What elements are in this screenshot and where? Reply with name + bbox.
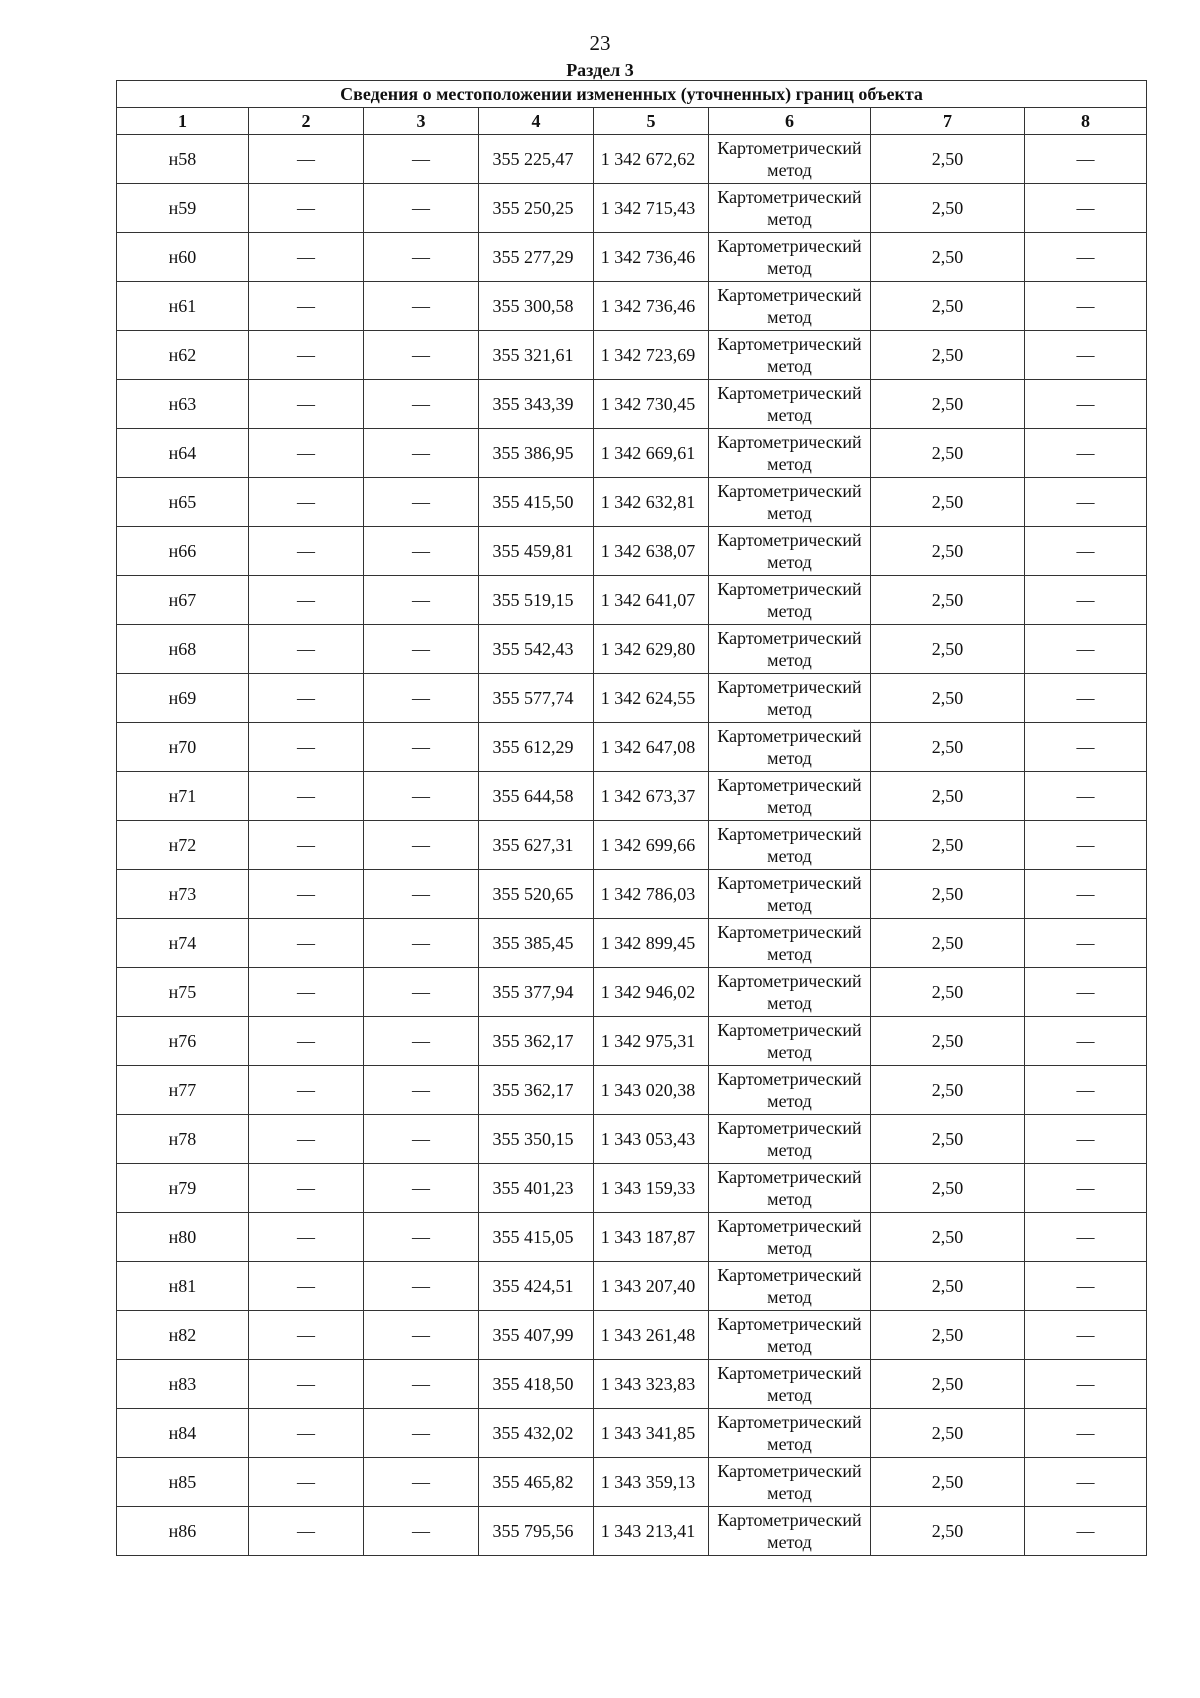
- precision-cell: 2,50: [871, 282, 1025, 331]
- column-2-cell: —: [249, 527, 364, 576]
- y-coordinate-cell: 1 342 647,08: [594, 723, 709, 772]
- x-coordinate-cell: 355 415,05: [479, 1213, 594, 1262]
- point-name-cell: н58: [117, 135, 249, 184]
- column-number-3: 3: [364, 108, 479, 135]
- column-8-cell: —: [1025, 1311, 1147, 1360]
- table-row: [117, 1507, 1147, 1556]
- column-3-cell: —: [364, 968, 479, 1017]
- precision-cell: 2,50: [871, 1409, 1025, 1458]
- column-3-cell: —: [364, 135, 479, 184]
- column-3-cell: —: [364, 674, 479, 723]
- point-name-cell: н74: [117, 919, 249, 968]
- table-row: [117, 331, 1147, 380]
- y-coordinate-cell: 1 343 213,41: [594, 1507, 709, 1556]
- table-row: [117, 772, 1147, 821]
- column-2-cell: —: [249, 674, 364, 723]
- column-number-6: 6: [709, 108, 871, 135]
- y-coordinate-cell: 1 342 786,03: [594, 870, 709, 919]
- x-coordinate-cell: 355 385,45: [479, 919, 594, 968]
- method-cell: Картометрический метод: [709, 233, 871, 282]
- column-2-cell: —: [249, 723, 364, 772]
- column-2-cell: —: [249, 576, 364, 625]
- x-coordinate-cell: 355 644,58: [479, 772, 594, 821]
- precision-cell: 2,50: [871, 527, 1025, 576]
- column-3-cell: —: [364, 625, 479, 674]
- table-row: [117, 380, 1147, 429]
- method-cell: Картометрический метод: [709, 1164, 871, 1213]
- column-number-7: 7: [871, 108, 1025, 135]
- point-name-cell: н75: [117, 968, 249, 1017]
- y-coordinate-cell: 1 342 975,31: [594, 1017, 709, 1066]
- y-coordinate-cell: 1 343 359,13: [594, 1458, 709, 1507]
- x-coordinate-cell: 355 377,94: [479, 968, 594, 1017]
- point-name-cell: н59: [117, 184, 249, 233]
- column-8-cell: —: [1025, 1409, 1147, 1458]
- method-cell: Картометрический метод: [709, 135, 871, 184]
- column-2-cell: —: [249, 1164, 364, 1213]
- precision-cell: 2,50: [871, 478, 1025, 527]
- column-8-cell: —: [1025, 968, 1147, 1017]
- column-2-cell: —: [249, 184, 364, 233]
- column-8-cell: —: [1025, 674, 1147, 723]
- column-8-cell: —: [1025, 1262, 1147, 1311]
- y-coordinate-cell: 1 343 323,83: [594, 1360, 709, 1409]
- column-2-cell: —: [249, 968, 364, 1017]
- y-coordinate-cell: 1 342 641,07: [594, 576, 709, 625]
- precision-cell: 2,50: [871, 233, 1025, 282]
- column-8-cell: —: [1025, 1066, 1147, 1115]
- column-3-cell: —: [364, 576, 479, 625]
- x-coordinate-cell: 355 520,65: [479, 870, 594, 919]
- x-coordinate-cell: 355 519,15: [479, 576, 594, 625]
- method-cell: Картометрический метод: [709, 478, 871, 527]
- y-coordinate-cell: 1 342 632,81: [594, 478, 709, 527]
- table-row: [117, 1066, 1147, 1115]
- y-coordinate-cell: 1 342 715,43: [594, 184, 709, 233]
- method-cell: Картометрический метод: [709, 527, 871, 576]
- y-coordinate-cell: 1 343 187,87: [594, 1213, 709, 1262]
- table-row: [117, 723, 1147, 772]
- column-8-cell: —: [1025, 772, 1147, 821]
- column-8-cell: —: [1025, 1213, 1147, 1262]
- column-8-cell: —: [1025, 870, 1147, 919]
- x-coordinate-cell: 355 321,61: [479, 331, 594, 380]
- table-row: [117, 135, 1147, 184]
- precision-cell: 2,50: [871, 135, 1025, 184]
- column-2-cell: —: [249, 1360, 364, 1409]
- column-2-cell: —: [249, 1311, 364, 1360]
- precision-cell: 2,50: [871, 674, 1025, 723]
- x-coordinate-cell: 355 465,82: [479, 1458, 594, 1507]
- point-name-cell: н65: [117, 478, 249, 527]
- column-3-cell: —: [364, 1458, 479, 1507]
- method-cell: Картометрический метод: [709, 1115, 871, 1164]
- column-3-cell: —: [364, 1066, 479, 1115]
- column-3-cell: —: [364, 919, 479, 968]
- method-cell: Картометрический метод: [709, 1017, 871, 1066]
- column-3-cell: —: [364, 184, 479, 233]
- method-cell: Картометрический метод: [709, 1458, 871, 1507]
- column-number-4: 4: [479, 108, 594, 135]
- column-8-cell: —: [1025, 1507, 1147, 1556]
- precision-cell: 2,50: [871, 1507, 1025, 1556]
- precision-cell: 2,50: [871, 625, 1025, 674]
- x-coordinate-cell: 355 612,29: [479, 723, 594, 772]
- y-coordinate-cell: 1 342 899,45: [594, 919, 709, 968]
- y-coordinate-cell: 1 342 638,07: [594, 527, 709, 576]
- point-name-cell: н69: [117, 674, 249, 723]
- point-name-cell: н61: [117, 282, 249, 331]
- x-coordinate-cell: 355 225,47: [479, 135, 594, 184]
- y-coordinate-cell: 1 343 053,43: [594, 1115, 709, 1164]
- column-8-cell: —: [1025, 723, 1147, 772]
- method-cell: Картометрический метод: [709, 870, 871, 919]
- coordinates-table: [116, 80, 1147, 1556]
- page-number: 23: [589, 31, 611, 55]
- x-coordinate-cell: 355 415,50: [479, 478, 594, 527]
- precision-cell: 2,50: [871, 772, 1025, 821]
- x-coordinate-cell: 355 350,15: [479, 1115, 594, 1164]
- point-name-cell: н67: [117, 576, 249, 625]
- column-2-cell: —: [249, 1409, 364, 1458]
- precision-cell: 2,50: [871, 184, 1025, 233]
- point-name-cell: н66: [117, 527, 249, 576]
- column-3-cell: —: [364, 1507, 479, 1556]
- column-3-cell: —: [364, 1213, 479, 1262]
- table-row: [117, 1311, 1147, 1360]
- column-8-cell: —: [1025, 1360, 1147, 1409]
- method-cell: Картометрический метод: [709, 576, 871, 625]
- column-2-cell: —: [249, 1262, 364, 1311]
- table-body: [117, 135, 1147, 1556]
- x-coordinate-cell: 355 459,81: [479, 527, 594, 576]
- table-row: [117, 233, 1147, 282]
- method-cell: Картометрический метод: [709, 1311, 871, 1360]
- x-coordinate-cell: 355 577,74: [479, 674, 594, 723]
- point-name-cell: н79: [117, 1164, 249, 1213]
- column-2-cell: —: [249, 331, 364, 380]
- column-2-cell: —: [249, 135, 364, 184]
- table-row: [117, 919, 1147, 968]
- table-row: [117, 1262, 1147, 1311]
- column-2-cell: —: [249, 625, 364, 674]
- table-row: [117, 1213, 1147, 1262]
- point-name-cell: н86: [117, 1507, 249, 1556]
- column-3-cell: —: [364, 1017, 479, 1066]
- table-row: [117, 870, 1147, 919]
- precision-cell: 2,50: [871, 870, 1025, 919]
- precision-cell: 2,50: [871, 429, 1025, 478]
- x-coordinate-cell: 355 407,99: [479, 1311, 594, 1360]
- table-row: [117, 576, 1147, 625]
- column-3-cell: —: [364, 1164, 479, 1213]
- point-name-cell: н80: [117, 1213, 249, 1262]
- precision-cell: 2,50: [871, 1213, 1025, 1262]
- point-name-cell: н63: [117, 380, 249, 429]
- point-name-cell: н81: [117, 1262, 249, 1311]
- table-row: [117, 821, 1147, 870]
- x-coordinate-cell: 355 627,31: [479, 821, 594, 870]
- point-name-cell: н82: [117, 1311, 249, 1360]
- column-8-cell: —: [1025, 1458, 1147, 1507]
- column-8-cell: —: [1025, 282, 1147, 331]
- precision-cell: 2,50: [871, 1458, 1025, 1507]
- precision-cell: 2,50: [871, 919, 1025, 968]
- x-coordinate-cell: 355 432,02: [479, 1409, 594, 1458]
- column-2-cell: —: [249, 919, 364, 968]
- method-cell: Картометрический метод: [709, 723, 871, 772]
- column-3-cell: —: [364, 772, 479, 821]
- y-coordinate-cell: 1 342 946,02: [594, 968, 709, 1017]
- column-number-1: 1: [117, 108, 249, 135]
- y-coordinate-cell: 1 342 730,45: [594, 380, 709, 429]
- method-cell: Картометрический метод: [709, 919, 871, 968]
- column-8-cell: —: [1025, 919, 1147, 968]
- precision-cell: 2,50: [871, 1164, 1025, 1213]
- y-coordinate-cell: 1 343 020,38: [594, 1066, 709, 1115]
- column-3-cell: —: [364, 331, 479, 380]
- section-title: Раздел 3: [566, 60, 634, 80]
- method-cell: Картометрический метод: [709, 772, 871, 821]
- table-row: [117, 184, 1147, 233]
- x-coordinate-cell: 355 300,58: [479, 282, 594, 331]
- point-name-cell: н76: [117, 1017, 249, 1066]
- precision-cell: 2,50: [871, 968, 1025, 1017]
- column-2-cell: —: [249, 1066, 364, 1115]
- column-8-cell: —: [1025, 576, 1147, 625]
- column-8-cell: —: [1025, 429, 1147, 478]
- column-3-cell: —: [364, 1360, 479, 1409]
- table-row: [117, 282, 1147, 331]
- table-caption: Сведения о местоположении измененных (уточненных) границ объекта: [117, 81, 1147, 108]
- x-coordinate-cell: 355 424,51: [479, 1262, 594, 1311]
- x-coordinate-cell: 355 362,17: [479, 1017, 594, 1066]
- column-3-cell: —: [364, 527, 479, 576]
- y-coordinate-cell: 1 343 159,33: [594, 1164, 709, 1213]
- y-coordinate-cell: 1 342 723,69: [594, 331, 709, 380]
- column-8-cell: —: [1025, 478, 1147, 527]
- y-coordinate-cell: 1 342 736,46: [594, 233, 709, 282]
- point-name-cell: н83: [117, 1360, 249, 1409]
- column-2-cell: —: [249, 380, 364, 429]
- precision-cell: 2,50: [871, 1017, 1025, 1066]
- method-cell: Картометрический метод: [709, 429, 871, 478]
- column-8-cell: —: [1025, 1164, 1147, 1213]
- x-coordinate-cell: 355 418,50: [479, 1360, 594, 1409]
- table-row: [117, 968, 1147, 1017]
- table-row: [117, 1458, 1147, 1507]
- point-name-cell: н78: [117, 1115, 249, 1164]
- y-coordinate-cell: 1 343 207,40: [594, 1262, 709, 1311]
- column-2-cell: —: [249, 429, 364, 478]
- column-2-cell: —: [249, 1017, 364, 1066]
- point-name-cell: н64: [117, 429, 249, 478]
- method-cell: Картометрический метод: [709, 1213, 871, 1262]
- method-cell: Картометрический метод: [709, 380, 871, 429]
- x-coordinate-cell: 355 401,23: [479, 1164, 594, 1213]
- column-2-cell: —: [249, 233, 364, 282]
- x-coordinate-cell: 355 362,17: [479, 1066, 594, 1115]
- point-name-cell: н85: [117, 1458, 249, 1507]
- precision-cell: 2,50: [871, 380, 1025, 429]
- point-name-cell: н70: [117, 723, 249, 772]
- column-2-cell: —: [249, 1507, 364, 1556]
- precision-cell: 2,50: [871, 1311, 1025, 1360]
- precision-cell: 2,50: [871, 821, 1025, 870]
- table-row: [117, 429, 1147, 478]
- table-row: [117, 527, 1147, 576]
- precision-cell: 2,50: [871, 1262, 1025, 1311]
- method-cell: Картометрический метод: [709, 1360, 871, 1409]
- method-cell: Картометрический метод: [709, 1409, 871, 1458]
- x-coordinate-cell: 355 386,95: [479, 429, 594, 478]
- table-row: [117, 478, 1147, 527]
- column-3-cell: —: [364, 282, 479, 331]
- y-coordinate-cell: 1 342 699,66: [594, 821, 709, 870]
- column-numbers-row: [117, 108, 1147, 135]
- column-3-cell: —: [364, 233, 479, 282]
- method-cell: Картометрический метод: [709, 1066, 871, 1115]
- y-coordinate-cell: 1 343 261,48: [594, 1311, 709, 1360]
- column-8-cell: —: [1025, 1115, 1147, 1164]
- method-cell: Картометрический метод: [709, 625, 871, 674]
- point-name-cell: н84: [117, 1409, 249, 1458]
- column-3-cell: —: [364, 1115, 479, 1164]
- column-3-cell: —: [364, 870, 479, 919]
- column-3-cell: —: [364, 821, 479, 870]
- column-3-cell: —: [364, 380, 479, 429]
- column-8-cell: —: [1025, 184, 1147, 233]
- column-2-cell: —: [249, 1458, 364, 1507]
- column-8-cell: —: [1025, 135, 1147, 184]
- column-3-cell: —: [364, 478, 479, 527]
- x-coordinate-cell: 355 250,25: [479, 184, 594, 233]
- column-8-cell: —: [1025, 625, 1147, 674]
- table-row: [117, 1164, 1147, 1213]
- y-coordinate-cell: 1 343 341,85: [594, 1409, 709, 1458]
- method-cell: Картометрический метод: [709, 184, 871, 233]
- method-cell: Картометрический метод: [709, 968, 871, 1017]
- column-8-cell: —: [1025, 380, 1147, 429]
- table-row: [117, 674, 1147, 723]
- x-coordinate-cell: 355 277,29: [479, 233, 594, 282]
- x-coordinate-cell: 355 795,56: [479, 1507, 594, 1556]
- y-coordinate-cell: 1 342 673,37: [594, 772, 709, 821]
- y-coordinate-cell: 1 342 669,61: [594, 429, 709, 478]
- point-name-cell: н77: [117, 1066, 249, 1115]
- precision-cell: 2,50: [871, 1115, 1025, 1164]
- column-2-cell: —: [249, 1213, 364, 1262]
- column-number-5: 5: [594, 108, 709, 135]
- precision-cell: 2,50: [871, 723, 1025, 772]
- method-cell: Картометрический метод: [709, 1507, 871, 1556]
- column-number-2: 2: [249, 108, 364, 135]
- method-cell: Картометрический метод: [709, 282, 871, 331]
- column-number-8: 8: [1025, 108, 1147, 135]
- point-name-cell: н62: [117, 331, 249, 380]
- x-coordinate-cell: 355 343,39: [479, 380, 594, 429]
- column-3-cell: —: [364, 429, 479, 478]
- point-name-cell: н72: [117, 821, 249, 870]
- table-row: [117, 1017, 1147, 1066]
- precision-cell: 2,50: [871, 331, 1025, 380]
- y-coordinate-cell: 1 342 672,62: [594, 135, 709, 184]
- column-2-cell: —: [249, 478, 364, 527]
- column-3-cell: —: [364, 1409, 479, 1458]
- column-8-cell: —: [1025, 821, 1147, 870]
- y-coordinate-cell: 1 342 629,80: [594, 625, 709, 674]
- point-name-cell: н73: [117, 870, 249, 919]
- method-cell: Картометрический метод: [709, 674, 871, 723]
- method-cell: Картометрический метод: [709, 1262, 871, 1311]
- point-name-cell: н71: [117, 772, 249, 821]
- column-8-cell: —: [1025, 527, 1147, 576]
- column-8-cell: —: [1025, 233, 1147, 282]
- column-2-cell: —: [249, 1115, 364, 1164]
- precision-cell: 2,50: [871, 1066, 1025, 1115]
- column-2-cell: —: [249, 870, 364, 919]
- column-3-cell: —: [364, 1311, 479, 1360]
- method-cell: Картометрический метод: [709, 331, 871, 380]
- column-2-cell: —: [249, 821, 364, 870]
- column-8-cell: —: [1025, 1017, 1147, 1066]
- precision-cell: 2,50: [871, 576, 1025, 625]
- column-8-cell: —: [1025, 331, 1147, 380]
- table-caption-row: [117, 81, 1147, 108]
- table-row: [117, 625, 1147, 674]
- column-2-cell: —: [249, 282, 364, 331]
- table-row: [117, 1409, 1147, 1458]
- y-coordinate-cell: 1 342 736,46: [594, 282, 709, 331]
- point-name-cell: н68: [117, 625, 249, 674]
- column-2-cell: —: [249, 772, 364, 821]
- method-cell: Картометрический метод: [709, 821, 871, 870]
- column-3-cell: —: [364, 723, 479, 772]
- point-name-cell: н60: [117, 233, 249, 282]
- table-row: [117, 1115, 1147, 1164]
- precision-cell: 2,50: [871, 1360, 1025, 1409]
- x-coordinate-cell: 355 542,43: [479, 625, 594, 674]
- column-3-cell: —: [364, 1262, 479, 1311]
- y-coordinate-cell: 1 342 624,55: [594, 674, 709, 723]
- table-row: [117, 1360, 1147, 1409]
